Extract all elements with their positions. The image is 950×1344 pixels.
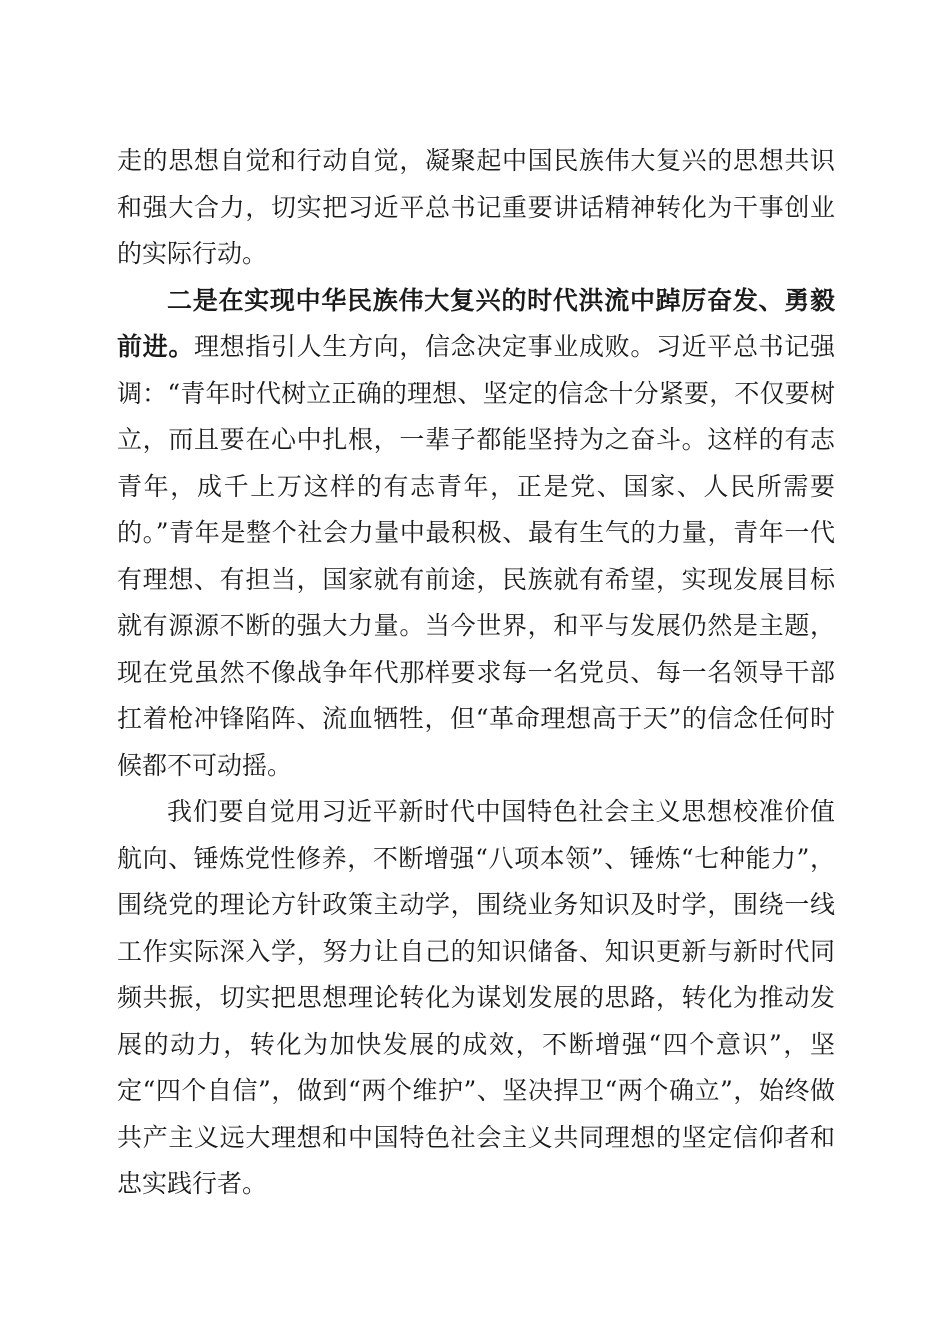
paragraph-commitment: [117, 789, 835, 1208]
paragraph-second-point: [117, 278, 835, 790]
paragraph-text: 走的思想自觉和行动自觉，凝聚起中国民族伟大复兴的思想共识和强大合力，切实把习近平总书记重要讲话精神转化为干事创业的实际行动。: [117, 146, 835, 268]
paragraph-continuation: [117, 138, 835, 278]
paragraph-text: 我们要自觉用习近平新时代中国特色社会主义思想校准价值航向、锤炼党性修养，不断增强“八项本领”、锤炼“七种能力”，围绕党的理论方针政策主动学，围绕业务知识及时学，围绕一线工作实际深入学，努力让自己的知识储备、知识更新与新时代同频共振，切实把思想理论转化为谋划发展的思路，转化为推动发展的动力，转化为加快发展的成效，不断增强“四个意识”，坚定“四个自信”，做到“两个维护”、坚决捍卫“两个确立”，始终做共产主义远大理想和中国特色社会主义共同理想的坚定信仰者和忠实践行者。: [117, 797, 835, 1198]
paragraph-lead-sentence: 二是在实现中华民族伟大复兴的时代洪流中踔厉奋发、勇毅前进。: [117, 285, 835, 361]
document-body: [117, 138, 835, 1208]
paragraph-text: 理想指引人生方向，信念决定事业成败。习近平总书记强调：“青年时代树立正确的理想、坚定的信念十分紧要，不仅要树立，而且要在心中扎根，一辈子都能坚持为之奋斗。这样的有志青年，成千上万这样的有志青年，正是党、国家、人民所需要的。”青年是整个社会力量中最积极、最有生气的力量，青年一代有理想、有担当，国家就有前途，民族就有希望，实现发展目标就有源源不断的强大力量。当今世界，和平与发展仍然是主题，现在党虽然不像战争年代那样要求每一名党员、每一名领导干部扛着枪冲锋陷阵、流血牺牲，但“革命理想高于天”的信念任何时候都不可动摇。: [117, 332, 835, 780]
